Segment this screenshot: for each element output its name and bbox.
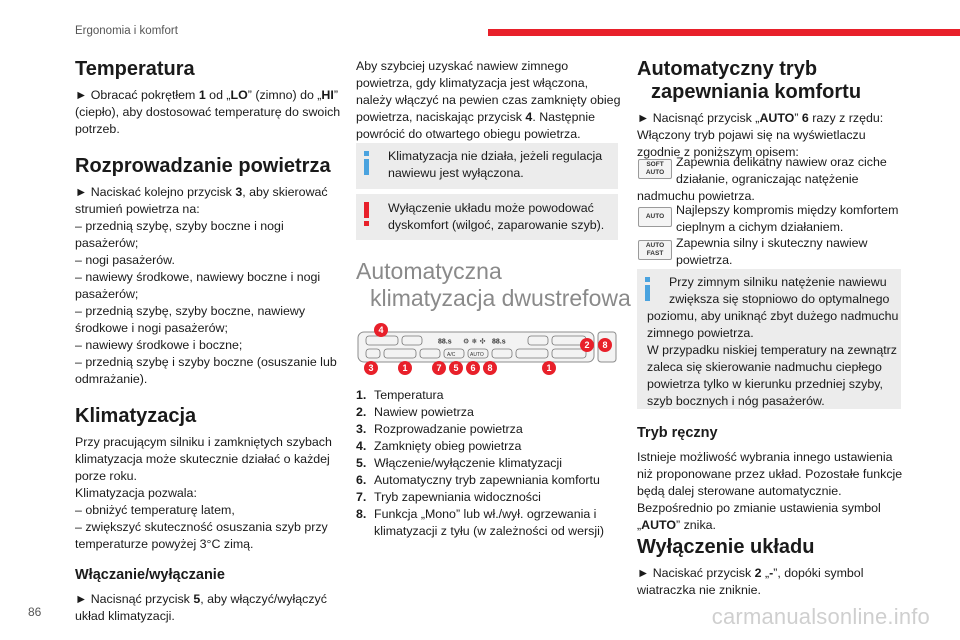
- text-line: Zapewnia silny i skuteczny nawiew: [676, 236, 868, 250]
- title-line: klimatyzacja dwustrefowa: [370, 285, 631, 311]
- auto-fast-badge: AUTO FAST: [638, 240, 672, 260]
- callout-3: 3: [364, 361, 378, 375]
- text-line: zgodnie z poniższym opisem:: [637, 145, 799, 159]
- text-line: zimnego powietrza.: [647, 326, 754, 340]
- legend-item: 5. Włączenie/wyłączenie klimatyzacji: [356, 456, 562, 470]
- text-line: będą dalej sterowane automatycznie.: [637, 484, 842, 498]
- text-line: powietrza tylko w kierunku przedniej szyby,: [647, 377, 883, 391]
- klimatyzacja-text: [75, 434, 345, 553]
- text-line: dyskomfort (wilgoć, zaparowanie szyb).: [388, 218, 605, 232]
- text-line: środkowe i nogi pasażerów;: [75, 321, 228, 335]
- text-line: „AUTO” znika.: [637, 518, 716, 532]
- running-header: Ergonomia i komfort: [75, 25, 178, 37]
- text-line: cieplnym a cichym działaniem.: [676, 220, 844, 234]
- mode-text: [637, 202, 902, 236]
- heading-temperatura: Temperatura: [75, 58, 195, 80]
- legend-item-continuation: klimatyzacji z tyłu (w zależności od wersji): [374, 524, 604, 538]
- info-box-engine: [637, 269, 901, 409]
- wlaczanie-text: [75, 591, 345, 625]
- text-line: powietrza.: [676, 253, 733, 267]
- text-line: Bezpośrednio po zmianie ustawienia symbol: [637, 501, 881, 515]
- heading-wlaczanie: Włączanie/wyłączanie: [75, 567, 225, 583]
- callout-5: 5: [449, 361, 463, 375]
- text-line: – zwiększyć skuteczność osuszania szyb przy: [75, 520, 328, 534]
- text-line: Przy zimnym silniku natężenie nawiewu: [669, 275, 887, 289]
- section-title-dual-zone: [356, 258, 631, 312]
- callout-4: 4: [374, 323, 388, 337]
- info-box-text: [388, 148, 602, 182]
- warning-box-text: [388, 200, 604, 234]
- text-line: zaleca się skierowanie nadmuchu ciepłego: [647, 360, 882, 374]
- text-line: porze roku.: [75, 469, 137, 483]
- legend-item: 8. Funkcja „Mono” lub wł./wył. ogrzewania i: [356, 507, 597, 521]
- text-line: Włączony tryb pojawi się na wyświetlaczu: [637, 128, 866, 142]
- temperatura-text: [75, 87, 345, 138]
- text-line: – obniżyć temperaturę latem,: [75, 503, 235, 517]
- title-line: Automatyczny tryb: [637, 58, 818, 80]
- text-line: potrzeb.: [75, 122, 120, 136]
- column-left: [75, 58, 345, 625]
- text-line: (ciepło), aby dostosować temperaturę do swoich: [75, 105, 341, 119]
- text-line: należy włączyć na pewien czas zamknięty obieg: [356, 93, 621, 107]
- legend-item: 2. Nawiew powietrza: [356, 405, 474, 419]
- info-icon: [364, 151, 369, 175]
- page-number: 86: [28, 605, 42, 619]
- system-off-text: [637, 565, 902, 599]
- heading-rozprowadzanie: Rozprowadzanie powietrza: [75, 155, 331, 177]
- column-right: [637, 58, 902, 161]
- callout-1b: 1: [542, 361, 556, 375]
- text-line: działanie, ograniczając natężenie: [676, 172, 859, 186]
- text-line: poziomu, aby uniknąć zbyt dużego nadmuchu: [647, 309, 899, 323]
- text-line: pasażerów;: [75, 236, 139, 250]
- info-box: [356, 143, 618, 189]
- heading-wylaczenie: Wyłączenie układu: [637, 536, 815, 558]
- mode-text-cont: nadmuchu powietrza.: [637, 189, 755, 203]
- rozprowadzanie-text: [75, 184, 345, 388]
- text-line: Najlepszy kompromis między komfortem: [676, 203, 899, 217]
- svg-text:⚙ ❄ ✣: ⚙ ❄ ✣: [463, 337, 486, 346]
- mode-auto: [637, 202, 902, 236]
- warning-box: [356, 194, 618, 240]
- text-line: niż proponowane przez układ. Pozostałe funkcje: [637, 467, 903, 481]
- auto-badge: AUTO: [638, 207, 672, 227]
- text-line: – przednią szybę i szyby boczne (osuszanie lub: [75, 355, 337, 369]
- warning-icon: [364, 202, 369, 226]
- text-line: ► Obracać pokrętłem 1 od „LO” (zimno) do „HI”: [75, 88, 338, 102]
- callout-6: 6: [466, 361, 480, 375]
- text-line: szyb bocznych i nóg pasażerów.: [647, 394, 825, 408]
- legend-item: 1. Temperatura: [356, 388, 444, 402]
- panel-auto-label: AUTO: [470, 352, 484, 358]
- manual-mode-section: [637, 425, 902, 534]
- text-line: ► Nacisnąć przycisk 5, aby włączyć/wyłączyć: [75, 592, 327, 606]
- text-line: – nogi pasażerów.: [75, 253, 175, 267]
- display-right: 88.s: [492, 338, 506, 346]
- text-line: powietrza, gdy klimatyzacja jest włączona,: [356, 76, 589, 90]
- text-line: W przypadku niskiej temperatury na zewnątrz: [647, 343, 897, 357]
- text-line: Istnieje możliwość wybrania innego ustawienia: [637, 450, 893, 464]
- legend-list: [356, 387, 618, 540]
- text-line: strumień powietrza na:: [75, 202, 200, 216]
- callout-1: 1: [398, 361, 412, 375]
- callout-7: 7: [432, 361, 446, 375]
- panel-ac-label: A/C: [447, 352, 456, 358]
- mode-text: [637, 235, 902, 269]
- display-left: 88.s: [438, 338, 452, 346]
- heading-tryb-reczny: Tryb ręczny: [637, 425, 718, 441]
- soft-auto-badge: SOFT AUTO: [638, 159, 672, 179]
- text-line: powietrza, naciskając przycisk 4. Następnie: [356, 110, 595, 124]
- text-line: temperaturze powyżej 3°C zimą.: [75, 537, 254, 551]
- text-line: Aby szybciej uzyskać nawiew zimnego: [356, 59, 569, 73]
- text-line: wiatraczka nie zniknie.: [637, 583, 761, 597]
- legend-item: 6. Automatyczny tryb zapewniania komfortu: [356, 473, 600, 487]
- heading-auto-mode: [637, 58, 902, 104]
- watermark: carmanualsonline.info: [711, 604, 930, 629]
- title-line: Automatyczna: [356, 258, 502, 284]
- callout-8: 8: [598, 338, 612, 352]
- text-line: nawiewu jest wyłączona.: [388, 166, 524, 180]
- text-line: pasażerów;: [75, 287, 139, 301]
- mode-soft-auto: [637, 154, 902, 205]
- text-line: Przy pracującym silniku i zamkniętych szybach: [75, 435, 332, 449]
- text-line: Wyłączenie układu może powodować: [388, 201, 594, 215]
- text-line: – przednią szybę, szyby boczne, nawiewy: [75, 304, 306, 318]
- system-off-section: [637, 536, 902, 599]
- manual-mode-text: [637, 449, 902, 534]
- info-box-text: [647, 274, 897, 410]
- column-middle: [356, 58, 621, 143]
- text-line: zwiększa się stopniowo do optymalnego: [669, 292, 890, 306]
- intro-text: [356, 58, 621, 143]
- text-line: układ klimatyzacji.: [75, 609, 175, 623]
- callout-8b: 8: [483, 361, 497, 375]
- legend-item: 7. Tryb zapewniania widoczności: [356, 490, 541, 504]
- callout-2: 2: [580, 338, 594, 352]
- heading-klimatyzacja: Klimatyzacja: [75, 405, 197, 427]
- text-line: Klimatyzacja nie działa, jeżeli regulacja: [388, 149, 603, 163]
- text-line: ► Naciskać przycisk 2 „-”, dopóki symbol: [637, 566, 864, 580]
- text-line: powrócić do otwartego obiegu powietrza.: [356, 127, 581, 141]
- text-line: Klimatyzacja pozwala:: [75, 486, 197, 500]
- header-accent-bar: [488, 29, 960, 36]
- text-line: odmrażanie).: [75, 372, 148, 386]
- legend-item: 3. Rozprowadzanie powietrza: [356, 422, 523, 436]
- text-line: – przednią szybę, szyby boczne i nogi: [75, 219, 284, 233]
- text-line: Zapewnia delikatny nawiew oraz ciche: [676, 155, 887, 169]
- text-line: – nawiewy środkowe i boczne;: [75, 338, 243, 352]
- text-line: klimatyzacja może skutecznie działać o każdej: [75, 452, 330, 466]
- title-line: zapewniania komfortu: [651, 81, 862, 103]
- legend-item: 4. Zamknięty obieg powietrza: [356, 439, 522, 453]
- text-line: ► Nacisnąć przycisk „AUTO” 6 razy z rzędu:: [637, 111, 884, 125]
- text-line: ► Naciskać kolejno przycisk 3, aby skierować: [75, 185, 328, 199]
- mode-auto-fast: [637, 235, 902, 269]
- mode-text: [637, 154, 902, 188]
- text-line: – nawiewy środkowe, nawiewy boczne i nogi: [75, 270, 321, 284]
